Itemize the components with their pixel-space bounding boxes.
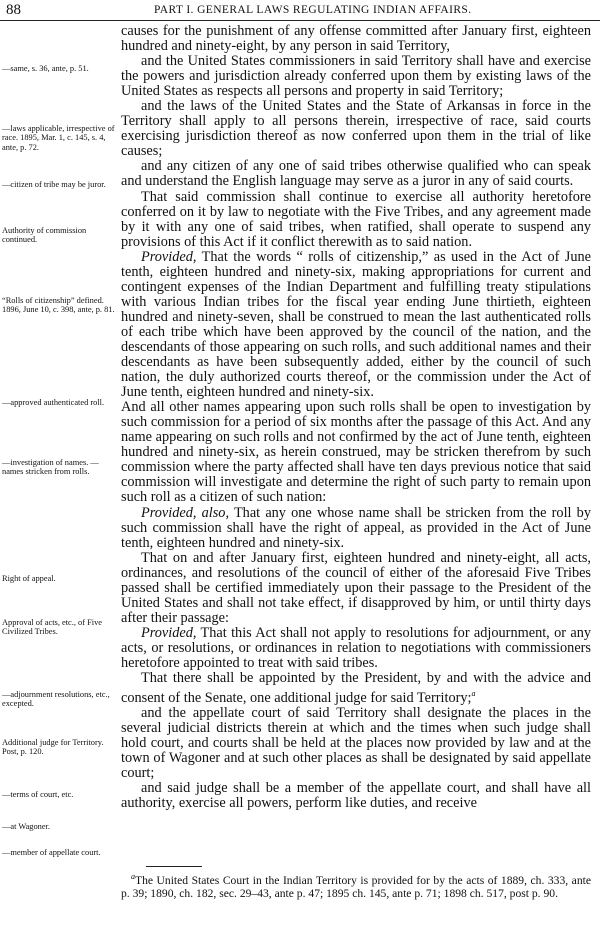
page-number: 88 — [6, 2, 21, 18]
proviso-text: That this Act shall not apply to resolutions for adjournment, or any acts, or resolutions, or ordinances in relation to negotiations with commissioners heretofore appointed to treat with said tribes. — [121, 624, 591, 671]
running-title: PART I. GENERAL LAWS REGULATING INDIAN AFFAIRS. — [154, 4, 472, 16]
paragraph: and said judge shall be a member of the appellate court, and shall have all authority, exercise all powers, perform like duties, and receive — [121, 780, 591, 812]
paragraph-text: That there shall be appointed by the President, by and with the advice and consent of the Senate, one additional judge for said Territory; — [121, 670, 591, 706]
paragraph: That on and after January first, eighteen hundred and ninety-eight, all acts, ordinances, and resolutions of the council of either of the aforesaid Five Tribes passed shall be certified immediately upon their passage to the President of the United States and shall not take effect, if disapproved by him, or until thirty days after their passage: — [121, 549, 591, 626]
sidenote: Right of appeal. — [2, 574, 56, 583]
main-text — [121, 24, 591, 811]
paragraph: That said commission shall continue to exercise all authority heretofore conferred on it by law to negotiate with the Five Tribes, and any agreement made by it with any one of said tribes, when ratified, shall operate to suspend any provisions of this Act if it conflict therewith as to said nation. — [121, 188, 591, 250]
sidenote: —laws applicable, irrespective of race. 1895, Mar. 1, c. 145, s. 4, ante, p. 72. — [2, 124, 115, 152]
sidenote: “Rolls of citizenship” defined. 1896, June 10, c. 398, ante, p. 81. — [2, 296, 115, 315]
sidenote: —member of appellate court. — [2, 848, 101, 857]
paragraph: And all other names appearing upon such rolls shall be open to investigation by such commission for a period of six months after the passage of this Act. And any name appearing on such rolls and not confirmed by the act of June tenth, eighteen hundred and ninety-six, as herein construed, may be stricken therefrom by such commission where the party affected shall have ten days previous notice that said commission will investigate and determine the right of such party to remain upon such roll as a citizen of such nation: — [121, 399, 591, 506]
page-header — [6, 2, 594, 18]
proviso-text: That the words “ rolls of citizenship,” as used in the Act of June tenth, eighteen hundred and ninety-six, making appropriations for current and contingent expenses of the Indian Department and fulfilling treaty stipulations with various Indian tribes for the fiscal year ending June thirtieth, eighteen hundred and ninety-seven, shall be construed to mean the last authenticated rolls of each tribe which have been approved by the council of the nation, and the descendants of those appearing on such rolls, and such additional names and their descendants as have been subsequently added, either by the council of such nation, the duly authorized courts thereof, or the commission under the Act of June tenth, eighteen hundred and ninety-six. — [121, 248, 591, 401]
sidenote: —same, s. 36, ante, p. 51. — [2, 64, 89, 73]
paragraph: and the appellate court of said Territory shall designate the places in the several judicial districts therein at which and the times when such judge shall hold court, and courts shall be held at the places now provided by law and at the town of Wagoner and at such other places as shall be designated by said appellate court; — [121, 704, 591, 782]
sidenote: —terms of court, etc. — [2, 790, 74, 799]
paragraph — [121, 671, 591, 706]
sidenote: Authority of commission continued. — [2, 226, 87, 245]
proviso-lead: Provided, — [141, 624, 197, 641]
header-rule — [0, 20, 600, 21]
sidenote: —citizen of tribe may be juror. — [2, 180, 106, 189]
sidenote: —investigation of names. —names stricken from rolls. — [2, 458, 99, 477]
paragraph — [121, 250, 591, 400]
sidenote: Approval of acts, etc., of Five Civilized Tribes. — [2, 618, 103, 637]
sidenote: —approved authenticated roll. — [2, 398, 105, 407]
sidenote: —at Wagoner. — [2, 822, 51, 831]
footnote — [121, 870, 591, 901]
proviso-lead: Provided, — [141, 248, 197, 265]
paragraph: causes for the punishment of any offense committed after January first, eighteen hundred and ninety-eight, by any person in said Territory, — [121, 23, 591, 55]
sidenote: —adjournment resolutions, etc., excepted. — [2, 690, 110, 709]
paragraph: and any citizen of any one of said tribes otherwise qualified who can speak and understand the English language may serve as a juror in any of said courts. — [121, 158, 591, 190]
footnote-reference: a — [471, 689, 476, 699]
paragraph: and the United States commissioners in said Territory shall have and exercise the powers and jurisdiction already conferred upon them by existing laws of the United States as respects all persons and property in said Territory; — [121, 53, 591, 100]
footnote-text: The United States Court in the Indian Territory is provided for by the acts of 1889, ch. 333, ante p. 39; 1890, ch. 182, sec. 29–43, ante p. 47; 1895 ch. 145, ante p. 71; 1898 ch. 517, post p. 90. — [121, 873, 591, 901]
paragraph: and the laws of the United States and the State of Arkansas in force in the Territory shall apply to all persons therein, irrespective of race, said courts exercising jurisdiction thereof as now conferred upon them in the trial of like causes; — [121, 98, 591, 160]
footnote-marker: a — [131, 872, 135, 881]
proviso-text: That any one whose name shall be stricken from the roll by such commission shall have the right of appeal, as provided in the Act of June tenth, eighteen hundred and ninety-six. — [121, 504, 591, 551]
footnote-rule — [146, 866, 202, 867]
sidenote: Additional judge for Territory. Post, p. 120. — [2, 738, 104, 757]
proviso-lead: Provided, also, — [141, 504, 230, 521]
paragraph — [121, 506, 591, 551]
paragraph — [121, 626, 591, 671]
